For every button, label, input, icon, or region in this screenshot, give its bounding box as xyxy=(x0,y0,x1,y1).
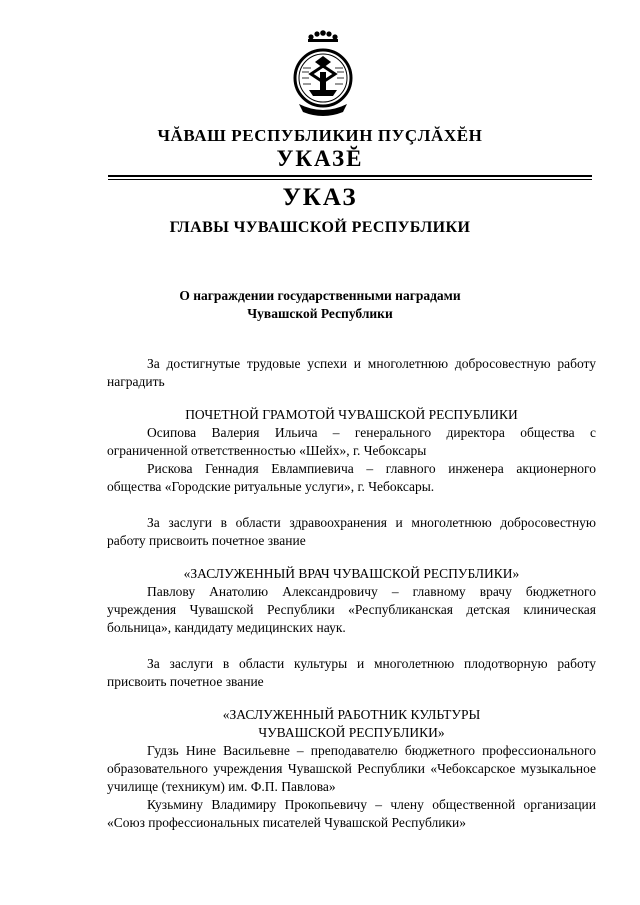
header-divider-thin xyxy=(108,179,592,180)
award-heading-culture-line-2: ЧУВАШСКОЙ РЕСПУБЛИКИ» xyxy=(258,725,445,740)
intro-paragraph-labor: За достигнутые трудовые успехи и многолетнюю добросовестную работу наградить xyxy=(107,356,596,389)
award-recipient-osipov: Осипова Валерия Ильича – генерального директора общества с ограниченной ответственностью «Шейх», г. Чебоксары xyxy=(107,425,596,458)
intro-paragraph-health: За заслуги в области здравоохранения и многолетнюю добросовестную работу присвоить почетное звание xyxy=(107,515,596,548)
chuvash-header-line: ЧĂВАШ РЕСПУБЛИКИН ПУÇЛĂХĔН xyxy=(157,126,483,145)
subject-line-1: О награждении государственными наградами xyxy=(179,288,461,303)
coat-of-arms-emblem xyxy=(291,28,355,118)
decree-subject xyxy=(0,287,640,323)
header-divider-thick xyxy=(108,175,592,177)
russian-decree-subtitle: ГЛАВЫ ЧУВАШСКОЙ РЕСПУБЛИКИ xyxy=(169,219,471,236)
award-recipient-gudz: Гудзь Нине Васильевне – преподавателю бюджетного профессионального образовательного учреждения Чувашской Республики «Чебоксарское музыкальное училище (техникум) им. Ф.П. Павлова» xyxy=(107,743,596,794)
award-heading-honored-doctor: «ЗАСЛУЖЕННЫЙ ВРАЧ ЧУВАШСКОЙ РЕСПУБЛИКИ» xyxy=(183,566,520,581)
award-recipient-kuzmin: Кузьмину Владимиру Прокопьевичу – члену общественной организации «Союз профессиональных писателей Чувашской Республики» xyxy=(107,797,596,830)
chuvash-decree-title: УКАЗĔ xyxy=(276,146,364,171)
intro-paragraph-culture: За заслуги в области культуры и многолетнюю плодотворную работу присвоить почетное звание xyxy=(107,656,596,689)
award-recipient-pavlov: Павлову Анатолию Александровичу – главному врачу бюджетного учреждения Чувашской Республики «Республиканская детская клиническая больница», кандидату медицинских наук. xyxy=(107,584,596,635)
award-recipient-riskov: Рискова Геннадия Евлампиевича – главного инженера акционерного общества «Городские ритуальные услуги», г. Чебоксары. xyxy=(107,461,596,494)
subject-line-2: Чувашской Республики xyxy=(247,306,393,321)
award-heading-culture-line-1: «ЗАСЛУЖЕННЫЙ РАБОТНИК КУЛЬТУРЫ xyxy=(222,707,481,722)
decree-body xyxy=(107,355,596,832)
award-heading-honorary-diploma: ПОЧЕТНОЙ ГРАМОТОЙ ЧУВАШСКОЙ РЕСПУБЛИКИ xyxy=(185,407,518,422)
russian-decree-title: УКАЗ xyxy=(282,184,358,211)
